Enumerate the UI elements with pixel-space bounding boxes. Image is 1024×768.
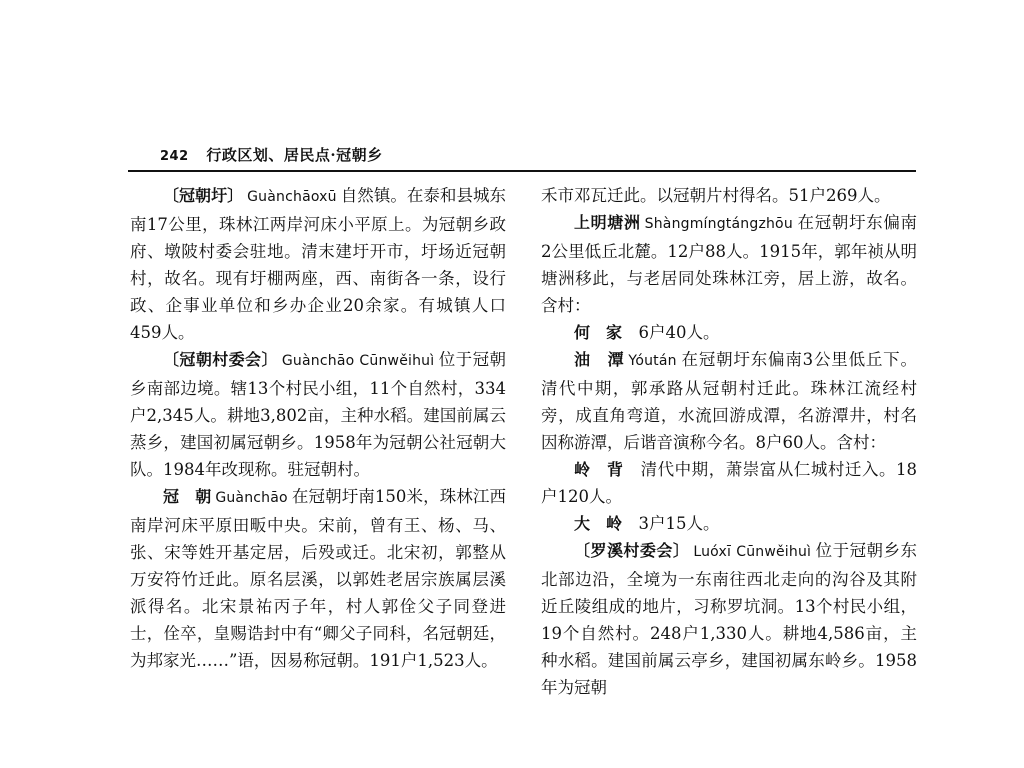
sub-entry bbox=[541, 510, 917, 537]
entry-headword: 上明塘洲 bbox=[574, 213, 641, 232]
entry-text: 位于冠朝乡东北部边沿，全境为一东南往西北走向的沟谷及其附近丘陵组成的地片，习称罗坑洞。13个村民小组，19个自然村。248户1,330人。耕地4,586亩，主种水稻。建国前属云亭乡，建国初属东岭乡。1958年为冠朝 bbox=[541, 541, 918, 697]
entry-text: 6户40人。 bbox=[638, 323, 720, 342]
entry-headword: 岭 背 bbox=[574, 460, 624, 479]
gazetteer-entry bbox=[130, 182, 506, 346]
entry-pinyin: Luóxī Cūnwěihuì bbox=[693, 544, 812, 560]
entry-headword: 何 家 bbox=[574, 323, 623, 342]
entry-pinyin: Yóután bbox=[628, 353, 677, 369]
entry-continuation bbox=[541, 182, 917, 209]
entry-pinyin: Guànchāoxū bbox=[247, 189, 337, 205]
entry-text: 禾市邓瓦迁此。以冠朝片村得名。51户269人。 bbox=[541, 186, 891, 205]
entry-text: 3户15人。 bbox=[638, 514, 720, 533]
gazetteer-entry bbox=[541, 209, 917, 319]
entry-text: 在冠朝圩南150米，珠林江西南岸河床平原田畈中央。宋前，曾有王、杨、马、张、宋等姓开基定居，后殁或迁。北宋初，郭整从万安符竹迁此。原名层溪，以郭姓老居宗族属层溪派得名。北宋景祐丙子年，村人郭佺父子同登进士，佺卒，皇赐诰封中有“卿父子同科，名冠朝廷，为邦家光……”语，因易称冠朝。191户1,523人。 bbox=[130, 487, 506, 670]
entry-headword: 〔罗溪村委会〕 bbox=[574, 541, 690, 560]
entry-headword: 油 潭 bbox=[574, 350, 625, 369]
entry-headword: 大 岭 bbox=[574, 514, 623, 533]
entry-text: 自然镇。在泰和县城东南17公里，珠林江两岸河床小平原上。为冠朝乡政府、墩陂村委会驻地。清末建圩开市，圩场近冠朝村，故名。现有圩棚两座，西、南街各一条，设行政、企事业单位和乡办企业20余家。有城镇人口459人。 bbox=[130, 186, 506, 342]
gazetteer-entry bbox=[130, 346, 506, 483]
entry-headword: 〔冠朝村委会〕 bbox=[163, 350, 278, 369]
running-title: 行政区划、居民点·冠朝乡 bbox=[206, 146, 383, 164]
gazetteer-entry bbox=[541, 346, 917, 456]
running-header bbox=[160, 144, 383, 165]
right-column bbox=[541, 182, 917, 701]
entry-headword: 冠 朝 bbox=[163, 487, 212, 506]
sub-entry bbox=[541, 456, 917, 510]
page-number: 242 bbox=[160, 149, 189, 164]
header-rule bbox=[128, 170, 916, 172]
entry-pinyin: Guànchāo bbox=[215, 490, 288, 506]
left-column bbox=[130, 182, 506, 674]
gazetteer-entry bbox=[541, 537, 917, 701]
entry-pinyin: Guànchāo Cūnwěihuì bbox=[281, 353, 435, 369]
sub-entry bbox=[541, 319, 917, 346]
entry-headword: 〔冠朝圩〕 bbox=[163, 186, 244, 205]
entry-text: 位于冠朝乡南部边境。辖13个村民小组，11个自然村，334户2,345人。耕地3,802亩，主种水稻。建国前属云蒸乡，建国初属冠朝乡。1958年为冠朝公社冠朝大队。1984年改现称。驻冠朝村。 bbox=[130, 350, 506, 479]
entry-text: 清代中期，萧崇富从仁城村迁入。18户120人。 bbox=[541, 460, 917, 506]
gazetteer-entry bbox=[130, 483, 506, 674]
entry-pinyin: Shàngmíngtángzhōu bbox=[644, 216, 793, 232]
entry-text: 在冠朝圩东偏南3公里低丘下。清代中期，郭承路从冠朝村迁此。珠林江流经村旁，成直角弯道，水流回游成潭，名游潭井，村名因称游潭，后谐音演称今名。8户60人。含村： bbox=[541, 350, 917, 452]
entry-text: 在冠朝圩东偏南2公里低丘北麓。12户88人。1915年，郭年祯从明塘洲移此，与老居同处珠林江旁，居上游，故名。含村： bbox=[541, 213, 917, 315]
